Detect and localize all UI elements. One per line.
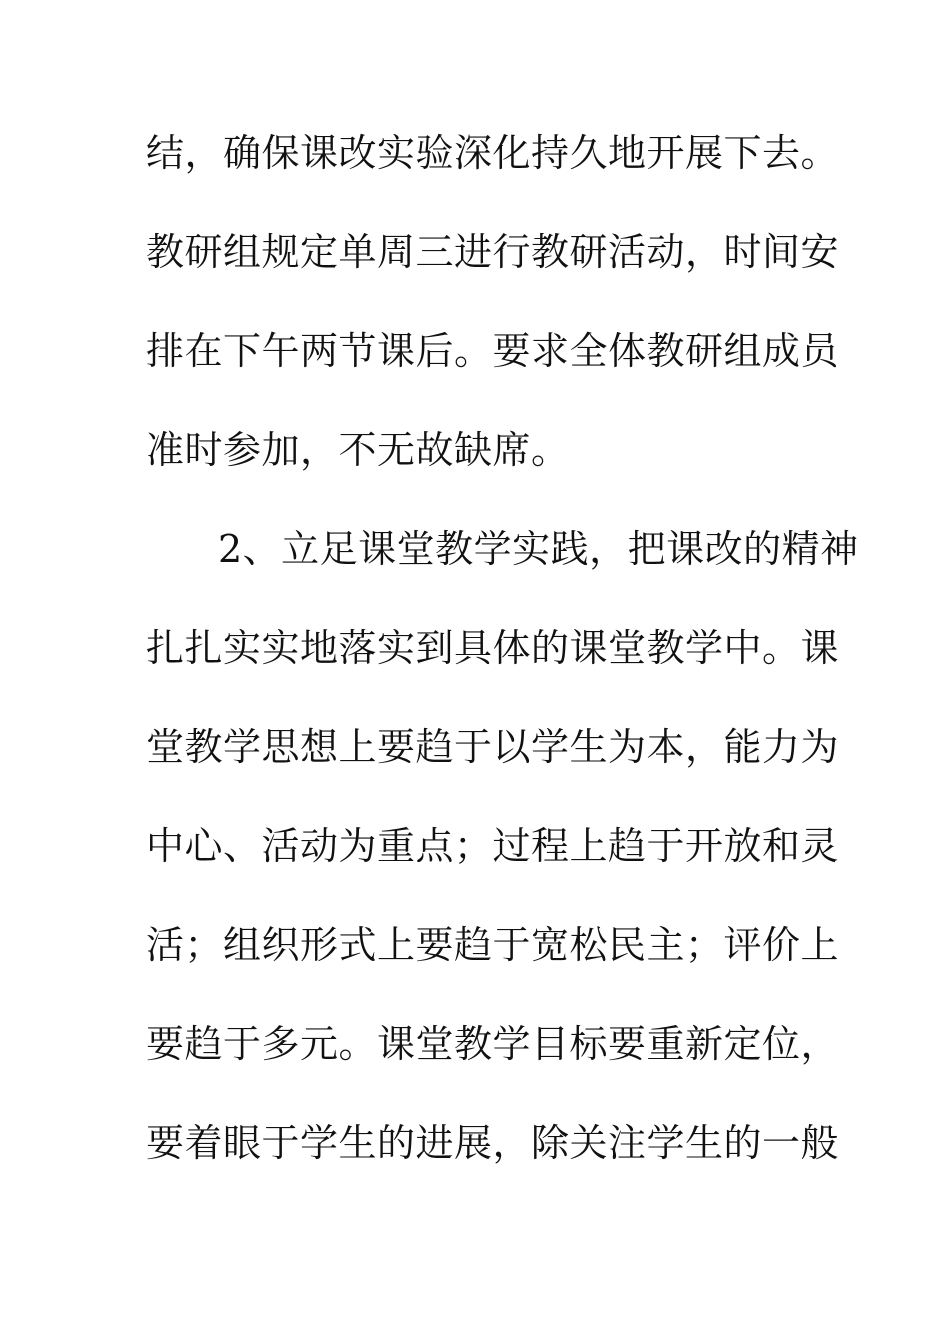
text-line: 要着眼于学生的进展，除关注学生的一般 bbox=[146, 1121, 840, 1165]
body-text bbox=[146, 120, 859, 1209]
text-line: 堂教学思想上要趋于以学生为本，能力为 bbox=[146, 725, 840, 769]
text-line: 中心、活动为重点；过程上趋于开放和灵 bbox=[146, 824, 840, 868]
text-line: 准时参加，不无故缺席。 bbox=[146, 428, 570, 472]
text-line: 排在下午两节课后。要求全体教研组成员 bbox=[146, 329, 840, 373]
paragraph-start-line: 2、立足课堂教学实践，把课改的精神 bbox=[218, 527, 859, 571]
text-line: 教研组规定单周三进行教研活动，时间安 bbox=[146, 230, 840, 274]
text-line: 结，确保课改实验深化持久地开展下去。 bbox=[146, 131, 840, 175]
text-line: 活；组织形式上要趋于宽松民主；评价上 bbox=[146, 923, 840, 967]
text-line: 扎扎实实地落实到具体的课堂教学中。课 bbox=[146, 626, 840, 670]
text-line: 要趋于多元。课堂教学目标要重新定位， bbox=[146, 1022, 840, 1066]
